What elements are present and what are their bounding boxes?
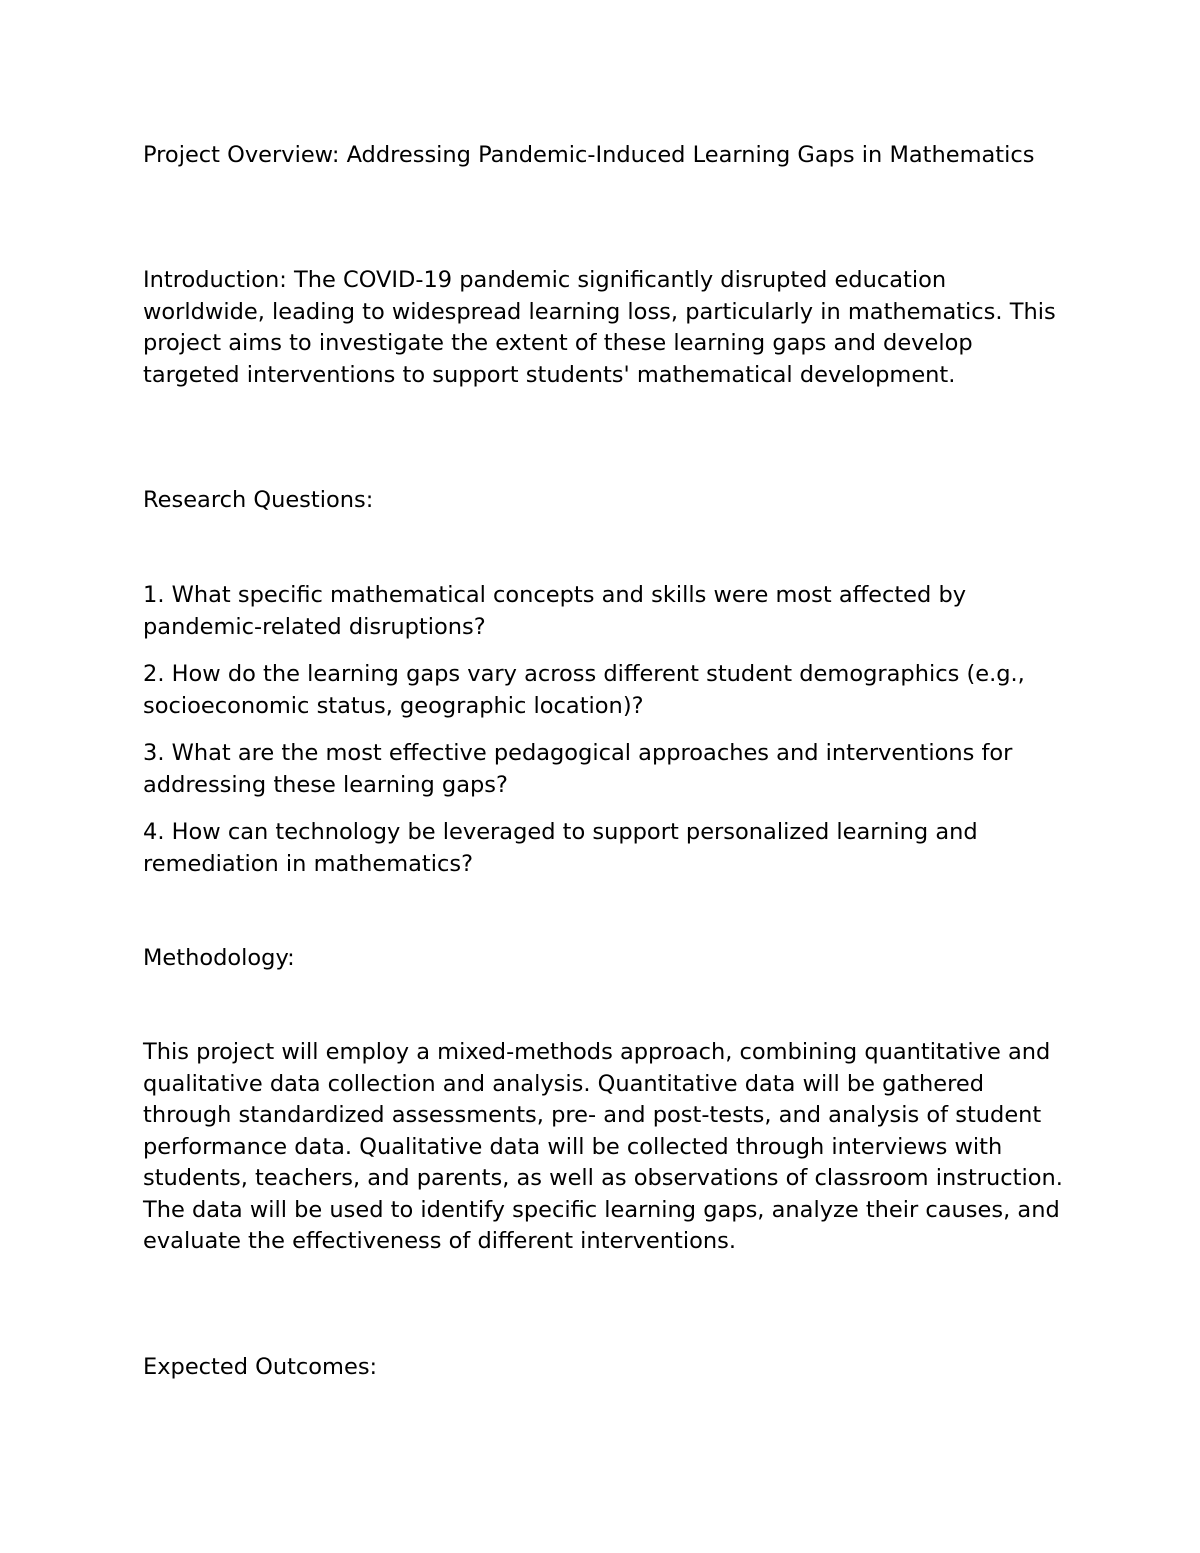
methodology-heading: Methodology: [143, 945, 295, 971]
research-question-item: 2. How do the learning gaps vary across different student demographics (e.g., socioeconomic status, geographic location)? [143, 661, 1025, 719]
methodology-paragraph: This project will employ a mixed-methods approach, combining quantitative and qualitative data collection and analysis. Quantitative data will be gathered through standardized assessments, pre- and post-tests, and analysis of student performance data. Qualitative data will be collected through interviews with students, teachers, and parents, as well as observations of classroom instruction. The data will be used to identify specific learning gaps, analyze their causes, and evaluate the effectiveness of different interventions. [143, 1039, 1063, 1254]
document-title: Project Overview: Addressing Pandemic-Induced Learning Gaps in Mathematics [143, 142, 1035, 168]
research-questions-heading: Research Questions: [143, 487, 374, 513]
research-question-item: 3. What are the most effective pedagogical approaches and interventions for addressing these learning gaps? [143, 740, 1013, 798]
research-question-item: 1. What specific mathematical concepts and skills were most affected by pandemic-related disruptions? [143, 582, 967, 640]
introduction-paragraph: Introduction: The COVID-19 pandemic significantly disrupted education worldwide, leading to widespread learning loss, particularly in mathematics. This project aims to investigate the extent of these learning gaps and develop targeted interventions to support students' mathematical development. [143, 267, 1056, 388]
expected-outcomes-heading: Expected Outcomes: [143, 1354, 378, 1380]
research-question-item: 4. How can technology be leveraged to support personalized learning and remediation in mathematics? [143, 819, 978, 877]
